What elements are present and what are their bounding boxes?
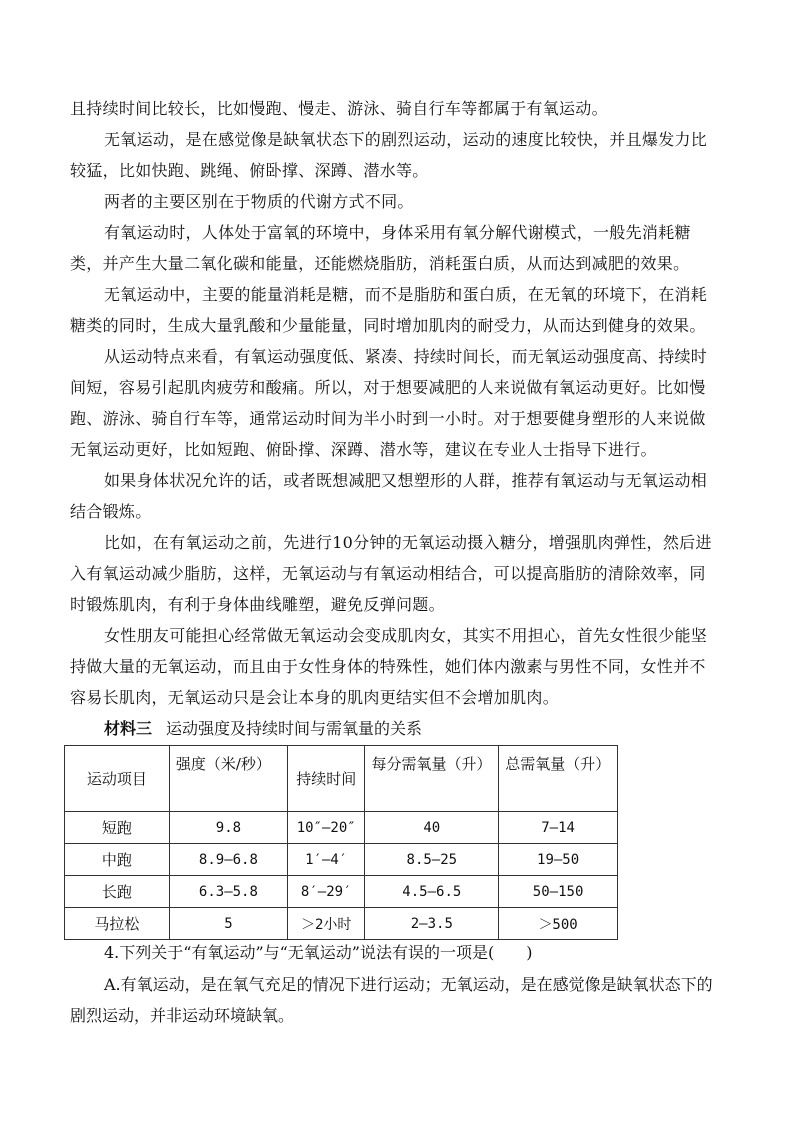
table-cell: 40 <box>365 812 499 844</box>
header-cell: 持续时间 <box>287 746 364 812</box>
table-cell: 2—3.5 <box>365 908 499 940</box>
table-row <box>65 812 618 844</box>
paragraph-4: 有氧运动时，人体处于富氧的环境中，身体采用有氧分解代谢模式，一般先消耗糖类，并产生大量二氧化碳和能量，还能燃烧脂肪，消耗蛋白质，从而达到减肥的效果。 <box>70 223 691 273</box>
table-cell: 50—150 <box>499 876 618 908</box>
paragraph-9: 女性朋友可能担心经常做无氧运动会变成肌肉女，其实不用担心，首先女性很少能坚持做大量的无氧运动，而且由于女性身体的特殊性，她们体内激素与男性不同，女性并不容易长肌肉，无氧运动只是会让本身的肌肉更结实但不会增加肌肉。 <box>70 626 708 707</box>
header-cell: 运动项目 <box>65 746 170 812</box>
table-cell: 4.5—6.5 <box>365 876 499 908</box>
table-cell: 中跑 <box>65 844 170 876</box>
table-cell: 5 <box>169 908 287 940</box>
material-label: 材料三 <box>104 719 153 738</box>
oxygen-table <box>64 745 618 940</box>
paragraph-6: 从运动特点来看，有氧运动强度低、紧凑、持续时间长，而无氧运动强度高、持续时间短，容易引起肌肉疲劳和酸痛。所以，对于想要减肥的人来说做有氧运动更好。比如慢跑、游泳、骑自行车等，通常运动时间为半小时到一小时。对于想要健身塑形的人来说做无氧运动更好，比如短跑、俯卧撑、深蹲、潜水等，建议在专业人士指导下进行。 <box>70 347 708 459</box>
option-a: A.有氧运动，是在氧气充足的情况下进行运动；无氧运动，是在感觉像是缺氧状态下的剧烈运动，并非运动环境缺氧。 <box>70 975 713 1025</box>
table-cell: 短跑 <box>65 812 170 844</box>
header-cell: 每分需氧量（升） <box>365 746 499 812</box>
paragraph-3: 两者的主要区别在于物质的代谢方式不同。 <box>104 192 414 211</box>
table-row <box>65 844 618 876</box>
paragraph-5: 无氧运动中，主要的能量消耗是糖，而不是脂肪和蛋白质，在无氧的环境下，在消耗糖类的同时，生成大量乳酸和少量能量，同时增加肌肉的耐受力，从而达到健身的效果。 <box>70 285 708 335</box>
paragraph-8: 比如，在有氧运动之前，先进行10分钟的无氧运动摄入糖分，增强肌肉弹性，然后进入有氧运动减少脂肪，这样，无氧运动与有氧运动相结合，可以提高脂肪的清除效率，同时锻炼肌肉，有利于身体曲线雕塑，避免反弹问题。 <box>70 533 712 614</box>
paragraph-1: 且持续时间比较长，比如慢跑、慢走、游泳、骑自行车等都属于有氧运动。 <box>70 99 608 118</box>
table-cell: 长跑 <box>65 876 170 908</box>
table-cell: 8.9—6.8 <box>169 844 287 876</box>
table-header-row <box>65 746 618 812</box>
table-cell: 马拉松 <box>65 908 170 940</box>
table-cell: 8′—29′ <box>287 876 364 908</box>
material-heading <box>104 717 422 741</box>
table-cell: ＞500 <box>499 908 618 940</box>
header-cell: 总需氧量（升） <box>499 746 618 812</box>
table-cell: 10″—20″ <box>287 812 364 844</box>
paragraph-2: 无氧运动，是在感觉像是缺氧状态下的剧烈运动，运动的速度比较快，并且爆发力比较猛，比如快跑、跳绳、俯卧撑、深蹲、潜水等。 <box>70 130 708 180</box>
table-cell: 1′—4′ <box>287 844 364 876</box>
table-cell: 19—50 <box>499 844 618 876</box>
material-title: 运动强度及持续时间与需氧量的关系 <box>166 719 423 738</box>
table-cell: 7—14 <box>499 812 618 844</box>
header-cell: 强度（米/秒） <box>169 746 287 812</box>
table-row <box>65 908 618 940</box>
question-stem: 4.下列关于“有氧运动”与“无氧运动”说法有误的一项是( ) <box>104 943 533 962</box>
paragraph-7: 如果身体状况允许的话，或者既想减肥又想塑形的人群，推荐有氧运动与无氧运动相结合锻炼。 <box>70 471 708 521</box>
table-cell: 8.5—25 <box>365 844 499 876</box>
table-cell: 6.3—5.8 <box>169 876 287 908</box>
table-row <box>65 876 618 908</box>
table-cell: 9.8 <box>169 812 287 844</box>
table-cell: ＞2小时 <box>287 908 364 940</box>
